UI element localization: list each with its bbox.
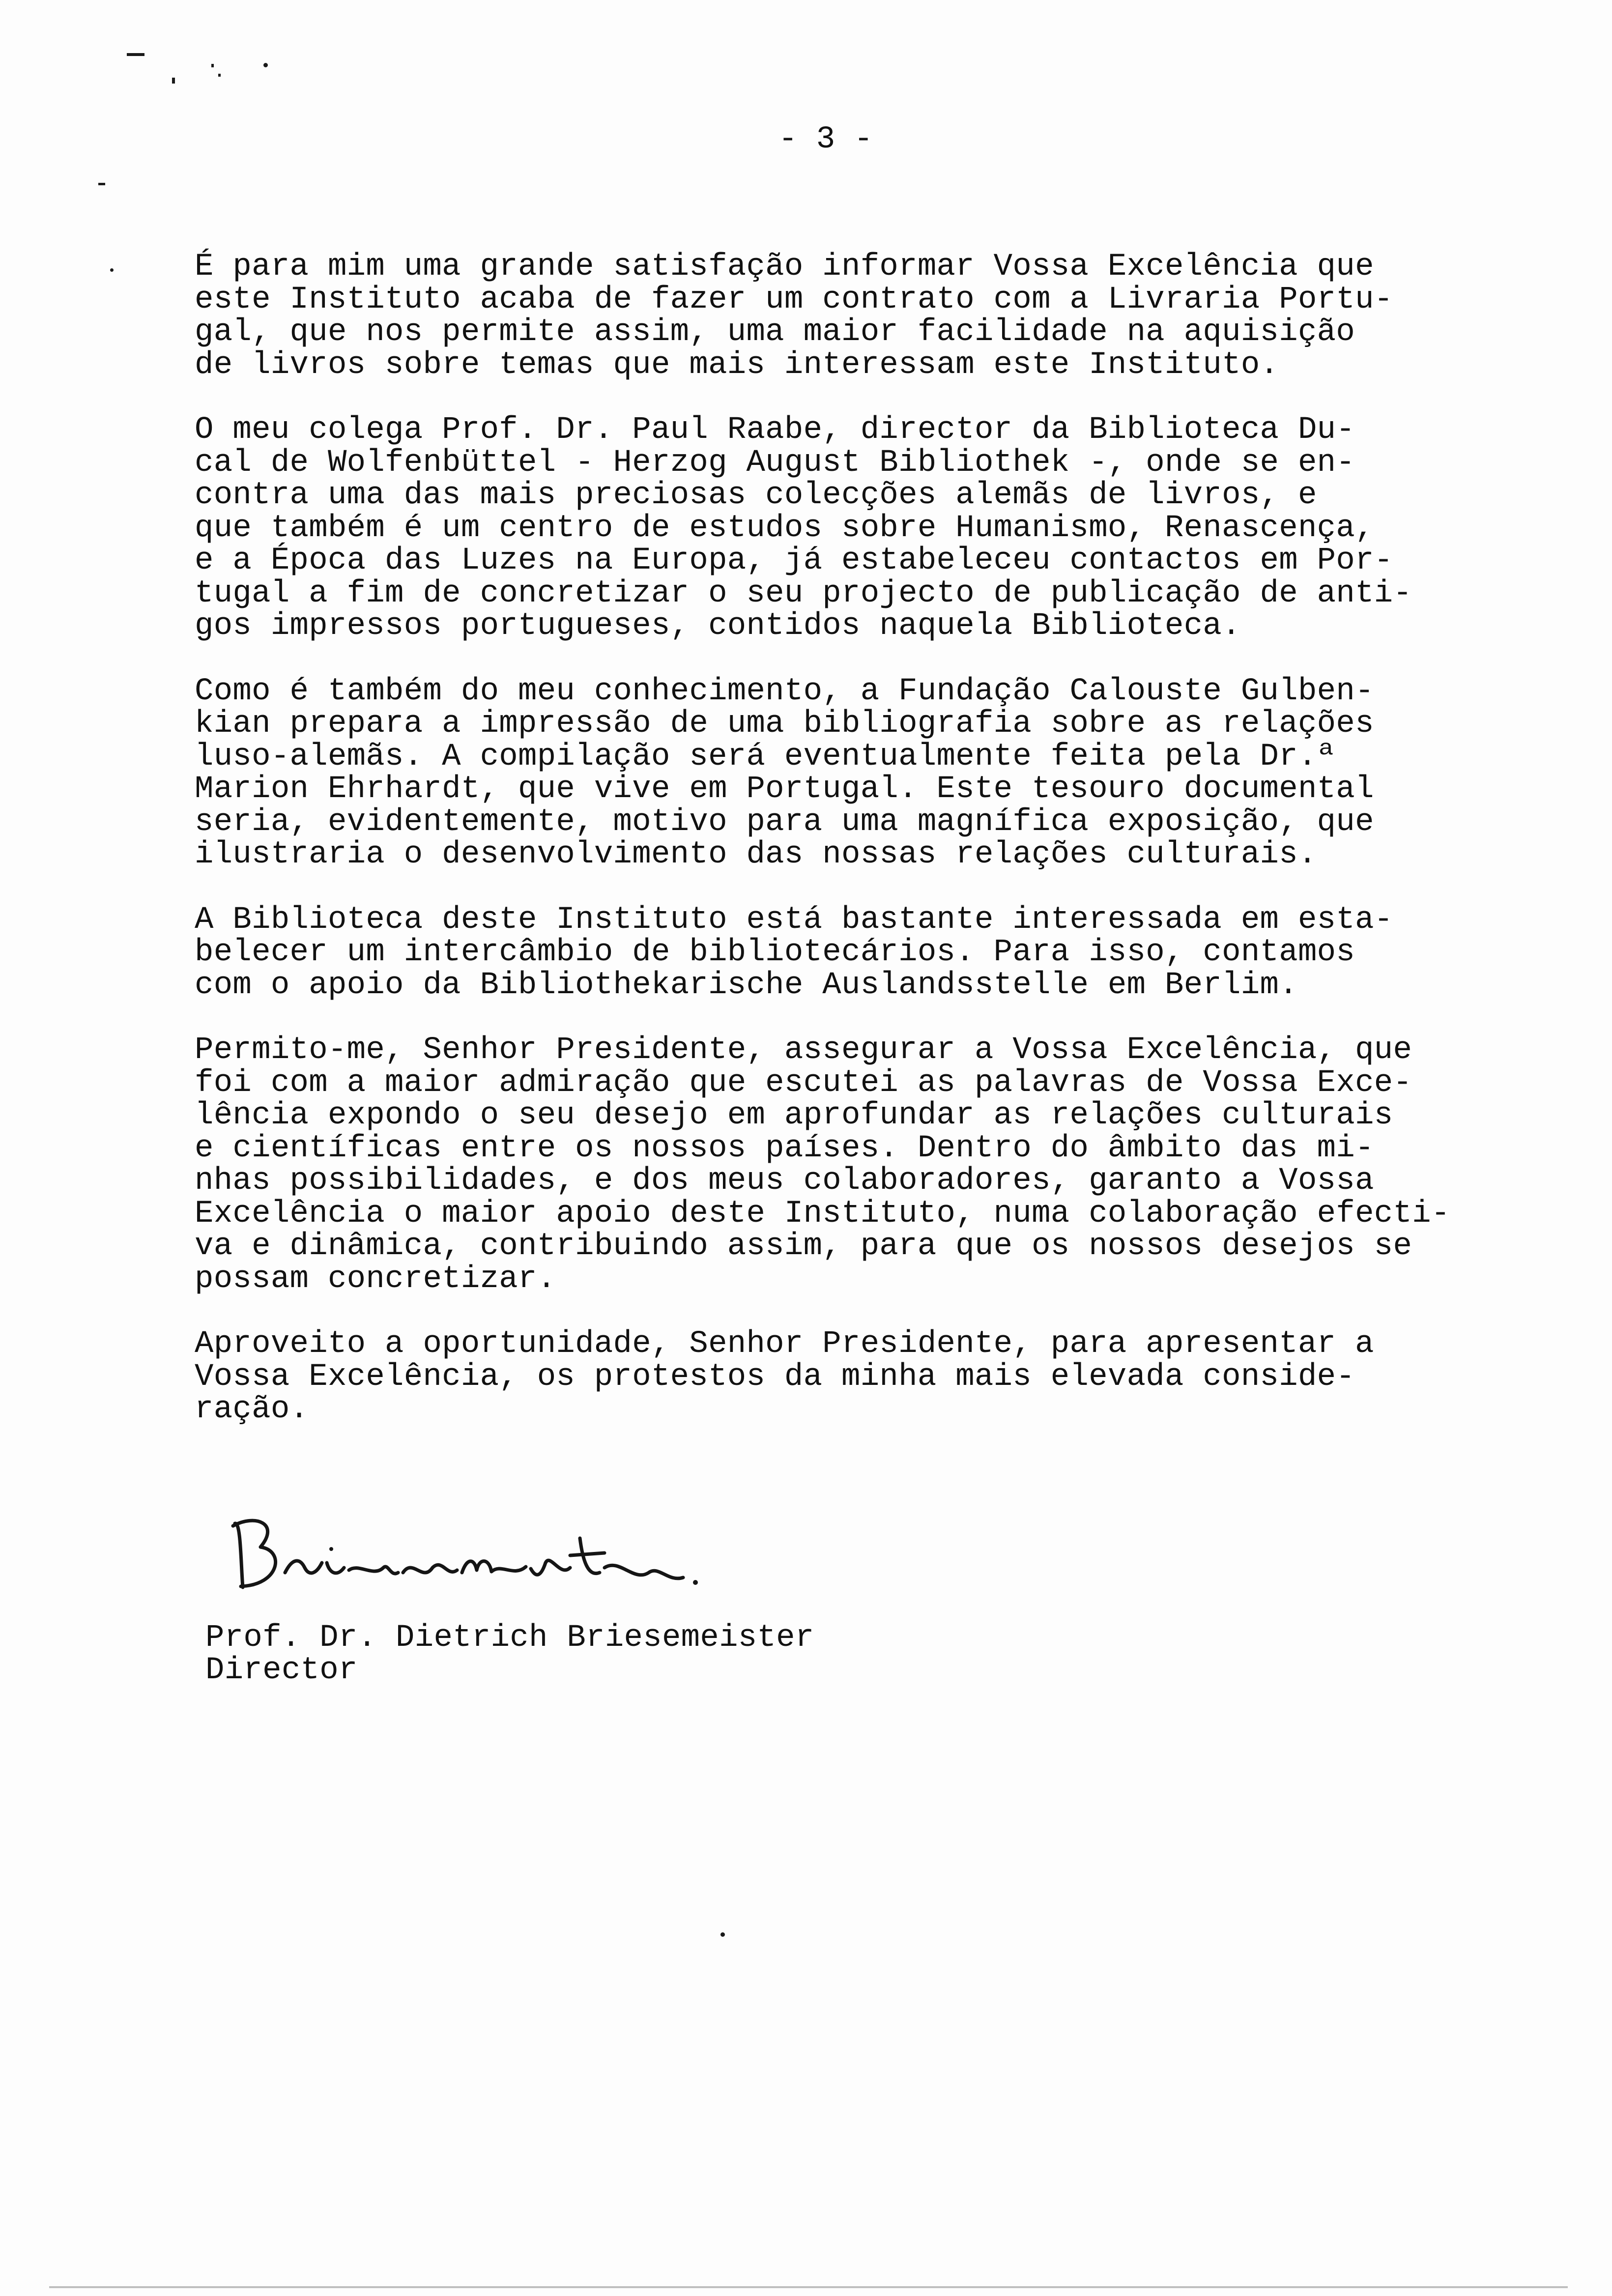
text-line: contra uma das mais preciosas colecções alemãs de livros, e xyxy=(195,478,1317,513)
text-line: e a Época das Luzes na Europa, já estabeleceu contactos em Por- xyxy=(195,543,1393,578)
page-number: - 3 - xyxy=(778,122,873,157)
text-line: de livros sobre temas que mais interessam este Instituto. xyxy=(195,347,1279,383)
scan-mark xyxy=(263,63,268,67)
text-line: Excelência o maior apoio deste Instituto, numa colaboração efecti- xyxy=(195,1196,1450,1232)
text-line: com o apoio da Bibliothekarische Auslandsstelle em Berlim. xyxy=(195,967,1298,1003)
paragraph-gulbenkian-bibliography xyxy=(195,675,1502,871)
text-line: kian prepara a impressão de uma bibliografia sobre as relações xyxy=(195,706,1374,742)
scan-bottom-edge xyxy=(49,2286,1568,2288)
signature-drawing xyxy=(226,1504,718,1602)
text-line: belecer um intercâmbio de bibliotecários. Para isso, contamos xyxy=(195,935,1355,970)
text-line: O meu colega Prof. Dr. Paul Raabe, director da Biblioteca Du- xyxy=(195,412,1355,448)
text-line: Aproveito a oportunidade, Senhor Presidente, para apresentar a xyxy=(195,1326,1374,1362)
paragraph-contract-livraria xyxy=(195,251,1502,381)
text-line: foi com a maior admiração que escutei as palavras de Vossa Exce- xyxy=(195,1065,1412,1101)
signer-name: Prof. Dr. Dietrich Briesemeister xyxy=(205,1620,814,1656)
text-line: possam concretizar. xyxy=(195,1261,556,1297)
scan-mark xyxy=(127,53,144,56)
text-line: Permito-me, Senhor Presidente, assegurar a Vossa Excelência, que xyxy=(195,1033,1412,1068)
paragraph-cooperation xyxy=(195,1034,1502,1295)
text-line: ração. xyxy=(195,1392,309,1427)
text-line: este Instituto acaba de fazer um contrato com a Livraria Portu- xyxy=(195,282,1393,317)
text-line: va e dinâmica, contribuindo assim, para que os nossos desejos se xyxy=(195,1229,1412,1264)
signer-title: Director xyxy=(205,1653,358,1688)
text-line: que também é um centro de estudos sobre Humanismo, Renascença, xyxy=(195,510,1374,546)
text-line: É para mim uma grande satisfação informar Vossa Excelência que xyxy=(195,249,1374,285)
text-line: Marion Ehrhardt, que vive em Portugal. Este tesouro documental xyxy=(195,772,1374,807)
scan-mark xyxy=(98,183,105,185)
text-line: tugal a fim de concretizar o seu projecto de publicação de anti- xyxy=(195,575,1412,611)
text-line: Como é também do meu conhecimento, a Fundação Calouste Gulben- xyxy=(195,673,1374,709)
text-line: gal, que nos permite assim, uma maior facilidade na aquisição xyxy=(195,315,1355,350)
scan-mark xyxy=(720,1932,725,1937)
text-line: nhas possibilidades, e dos meus colaboradores, garanto a Vossa xyxy=(195,1163,1374,1199)
scan-mark xyxy=(218,74,221,77)
text-line: luso-alemãs. A compilação será eventualmente feita pela Dr.ª xyxy=(195,739,1336,775)
scan-mark xyxy=(110,268,114,272)
paragraph-raabe-wolfenbuettel xyxy=(195,414,1502,643)
paragraph-closing xyxy=(195,1328,1502,1426)
text-line: ilustraria o desenvolvimento das nossas relações culturais. xyxy=(195,837,1317,872)
letter-body xyxy=(195,251,1502,1459)
scan-mark xyxy=(172,78,175,84)
text-line: gos impressos portugueses, contidos naquela Biblioteca. xyxy=(195,608,1241,644)
text-line: e científicas entre os nossos países. Dentro do âmbito das mi- xyxy=(195,1130,1374,1166)
signer-block xyxy=(205,1622,814,1687)
text-line: Vossa Excelência, os protestos da minha mais elevada conside- xyxy=(195,1359,1355,1395)
scan-mark xyxy=(211,64,214,67)
text-line: cal de Wolfenbüttel - Herzog August Bibliothek -, onde se en- xyxy=(195,445,1355,481)
paragraph-library-exchange xyxy=(195,904,1502,1002)
handwritten-signature xyxy=(226,1504,718,1602)
text-line: seria, evidentemente, motivo para uma magnífica exposição, que xyxy=(195,804,1374,840)
text-line: A Biblioteca deste Instituto está bastante interessada em esta- xyxy=(195,902,1393,938)
text-line: lência expondo o seu desejo em aprofundar as relações culturais xyxy=(195,1098,1393,1133)
